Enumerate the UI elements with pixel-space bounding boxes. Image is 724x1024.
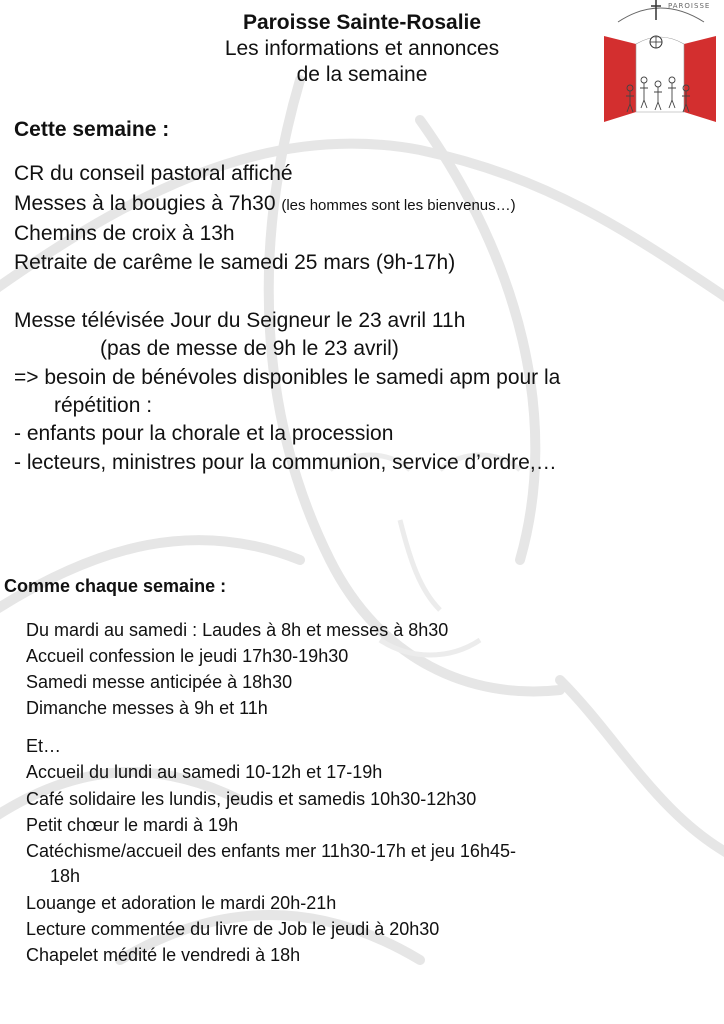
volunteers-readers: - lecteurs, ministres pour la communion, service d’ordre,…	[14, 451, 557, 474]
header-subtitle-line-1: Les informations et annonces	[224, 37, 500, 60]
this-week-heading: Cette semaine :	[14, 118, 170, 141]
candle-mass-text: Messes à la bougies à 7h30	[14, 192, 276, 215]
weekly-item-1: Du mardi au samedi : Laudes à 8h et messes à 8h30	[26, 620, 449, 640]
weekly-et: Et…	[26, 736, 62, 756]
weekly-item-4: Dimanche messes à 9h et 11h	[26, 698, 268, 718]
tv-mass-note: (pas de messe de 9h le 23 avril)	[100, 337, 399, 360]
volunteers-needed: => besoin de bénévoles disponibles le samedi apm pour la	[14, 366, 561, 389]
header-subtitle-line-2: de la semaine	[296, 63, 428, 86]
weekly-more-3: Petit chœur le mardi à 19h	[26, 815, 239, 835]
this-week-item-3: Chemins de croix à 13h	[14, 222, 235, 245]
this-week-item-4: Retraite de carême le samedi 25 mars (9h-17h)	[14, 251, 456, 274]
weekly-more-6: Lecture commentée du livre de Job le jeudi à 20h30	[26, 919, 440, 939]
this-week-item-2	[14, 192, 516, 216]
volunteers-children: - enfants pour la chorale et la procession	[14, 422, 394, 445]
weekly-heading: Comme chaque semaine :	[4, 576, 227, 596]
weekly-item-3: Samedi messe anticipée à 18h30	[26, 672, 293, 692]
weekly-item-2: Accueil confession le jeudi 17h30-19h30	[26, 646, 349, 666]
parish-logo-icon	[600, 0, 720, 128]
this-week-item-1: CR du conseil pastoral affiché	[14, 162, 293, 185]
tv-mass-line: Messe télévisée Jour du Seigneur le 23 avril 11h	[14, 309, 466, 332]
parish-title: Paroisse Sainte-Rosalie	[242, 11, 482, 34]
weekly-more-5: Louange et adoration le mardi 20h-21h	[26, 893, 337, 913]
weekly-more-2: Café solidaire les lundis, jeudis et samedis 10h30-12h30	[26, 789, 477, 809]
weekly-more-1: Accueil du lundi au samedi 10-12h et 17-19h	[26, 762, 383, 782]
page-header	[140, 10, 584, 88]
weekly-more-4: Catéchisme/accueil des enfants mer 11h30-17h et jeu 16h45-	[26, 841, 516, 861]
volunteers-needed-cont: répétition :	[54, 394, 153, 417]
weekly-more-4-cont: 18h	[50, 866, 81, 886]
weekly-more-7: Chapelet médité le vendredi à 18h	[26, 945, 301, 965]
candle-mass-note: (les hommes sont les bienvenus…)	[281, 197, 516, 214]
logo-text: PAROISSE	[668, 2, 711, 10]
